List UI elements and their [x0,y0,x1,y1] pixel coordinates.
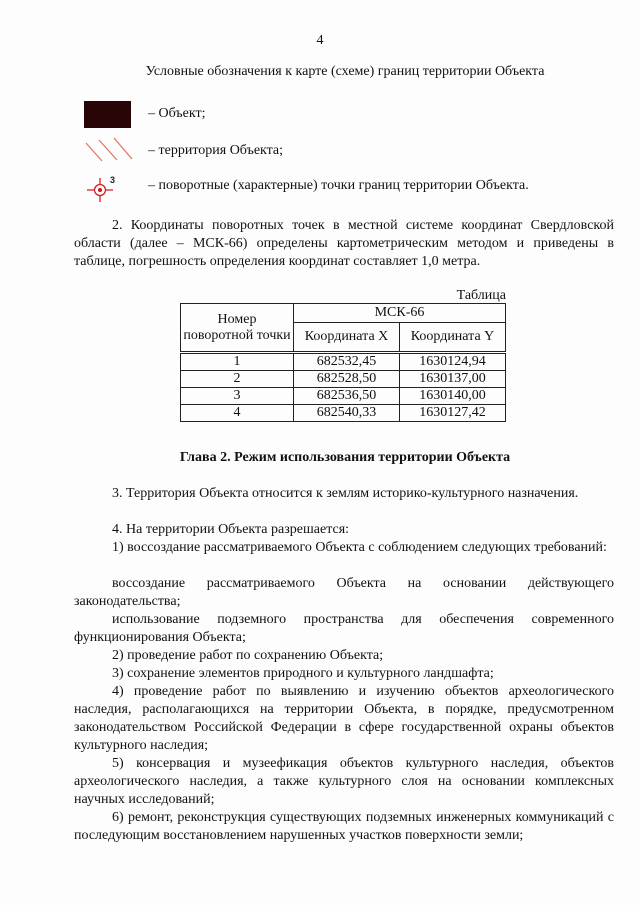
header-coord-x: Координата X [294,323,400,353]
coord-x: 682532,45 [294,353,400,371]
turning-point-number: 3 [110,175,116,185]
point-number: 1 [181,353,294,371]
chapter-title: Глава 2. Режим использования территории Объекта [179,450,511,465]
legend-item-label: – Объект; [148,106,206,121]
legend-item-label: – территория Объекта; [148,143,284,158]
item-3: 3) сохранение элементов природного и культурного ландшафта; [112,666,494,681]
legend-title: Условные обозначения к карте (схеме) границ территории Объекта [145,64,545,79]
territory-hatch-icon [80,137,135,167]
coord-y: 1630127,42 [400,405,506,422]
paragraph-3: 3. Территория Объекта относится к землям историко-культурного назначения. [112,486,579,501]
table-row [181,353,506,371]
page-number: 4 [316,33,324,48]
coord-y: 1630124,94 [400,353,506,371]
header-msk66: МСК-66 [294,304,506,323]
item-1: 1) воссоздание рассматриваемого Объекта с соблюдением следующих требований: [112,540,607,555]
point-number: 4 [181,405,294,422]
item-5: 5) консервация и музеефикация объектов культурного наследия, объектов археологического наследия, а также культурного слоя на основании комплексных научных исследований; [74,756,614,807]
coord-x: 682540,33 [294,405,400,422]
header-coord-y: Координата Y [400,323,506,353]
item-4: 4) проведение работ по выявлению и изучению объектов археологического наследия, располагающихся на территории Объекта, в порядке, предусмотренном законодательством Российской Федерации в сфере государственной охраны объектов культурного наследия; [74,684,614,753]
table-row [181,405,506,422]
turning-point-icon [80,172,135,202]
paragraph-4: 4. На территории Объекта разрешается: [112,522,350,537]
table-row [181,388,506,405]
point-number: 3 [181,388,294,405]
table-row [181,371,506,388]
item-2: 2) проведение работ по сохранению Объекта; [112,648,384,663]
coord-y: 1630137,00 [400,371,506,388]
header-point-number: Номер поворотной точки [181,304,294,353]
legend-item-label: – поворотные (характерные) точки границ территории Объекта. [148,178,529,193]
item-6: 6) ремонт, реконструкция существующих подземных инженерных коммуникаций с последующим восстановлением нарушенных участков поверхности земли; [74,810,614,843]
coord-x: 682528,50 [294,371,400,388]
item-1-requirement-b: использование подземного пространства для обеспечения современного функционирования Объекта; [74,612,614,645]
object-fill-icon [80,100,135,130]
coordinates-table [180,303,506,422]
paragraph-2: 2. Координаты поворотных точек в местной системе координат Свердловской области (далее – МСК-66) определены картометрическим методом и приведены в таблице, погрешность определения координат составляет 1,0 метра. [74,218,614,269]
item-1-requirement-a: воссоздание рассматриваемого Объекта на основании действующего законодательства; [74,576,614,609]
point-number: 2 [181,371,294,388]
coord-y: 1630140,00 [400,388,506,405]
table-caption: Таблица [456,288,506,303]
coord-x: 682536,50 [294,388,400,405]
